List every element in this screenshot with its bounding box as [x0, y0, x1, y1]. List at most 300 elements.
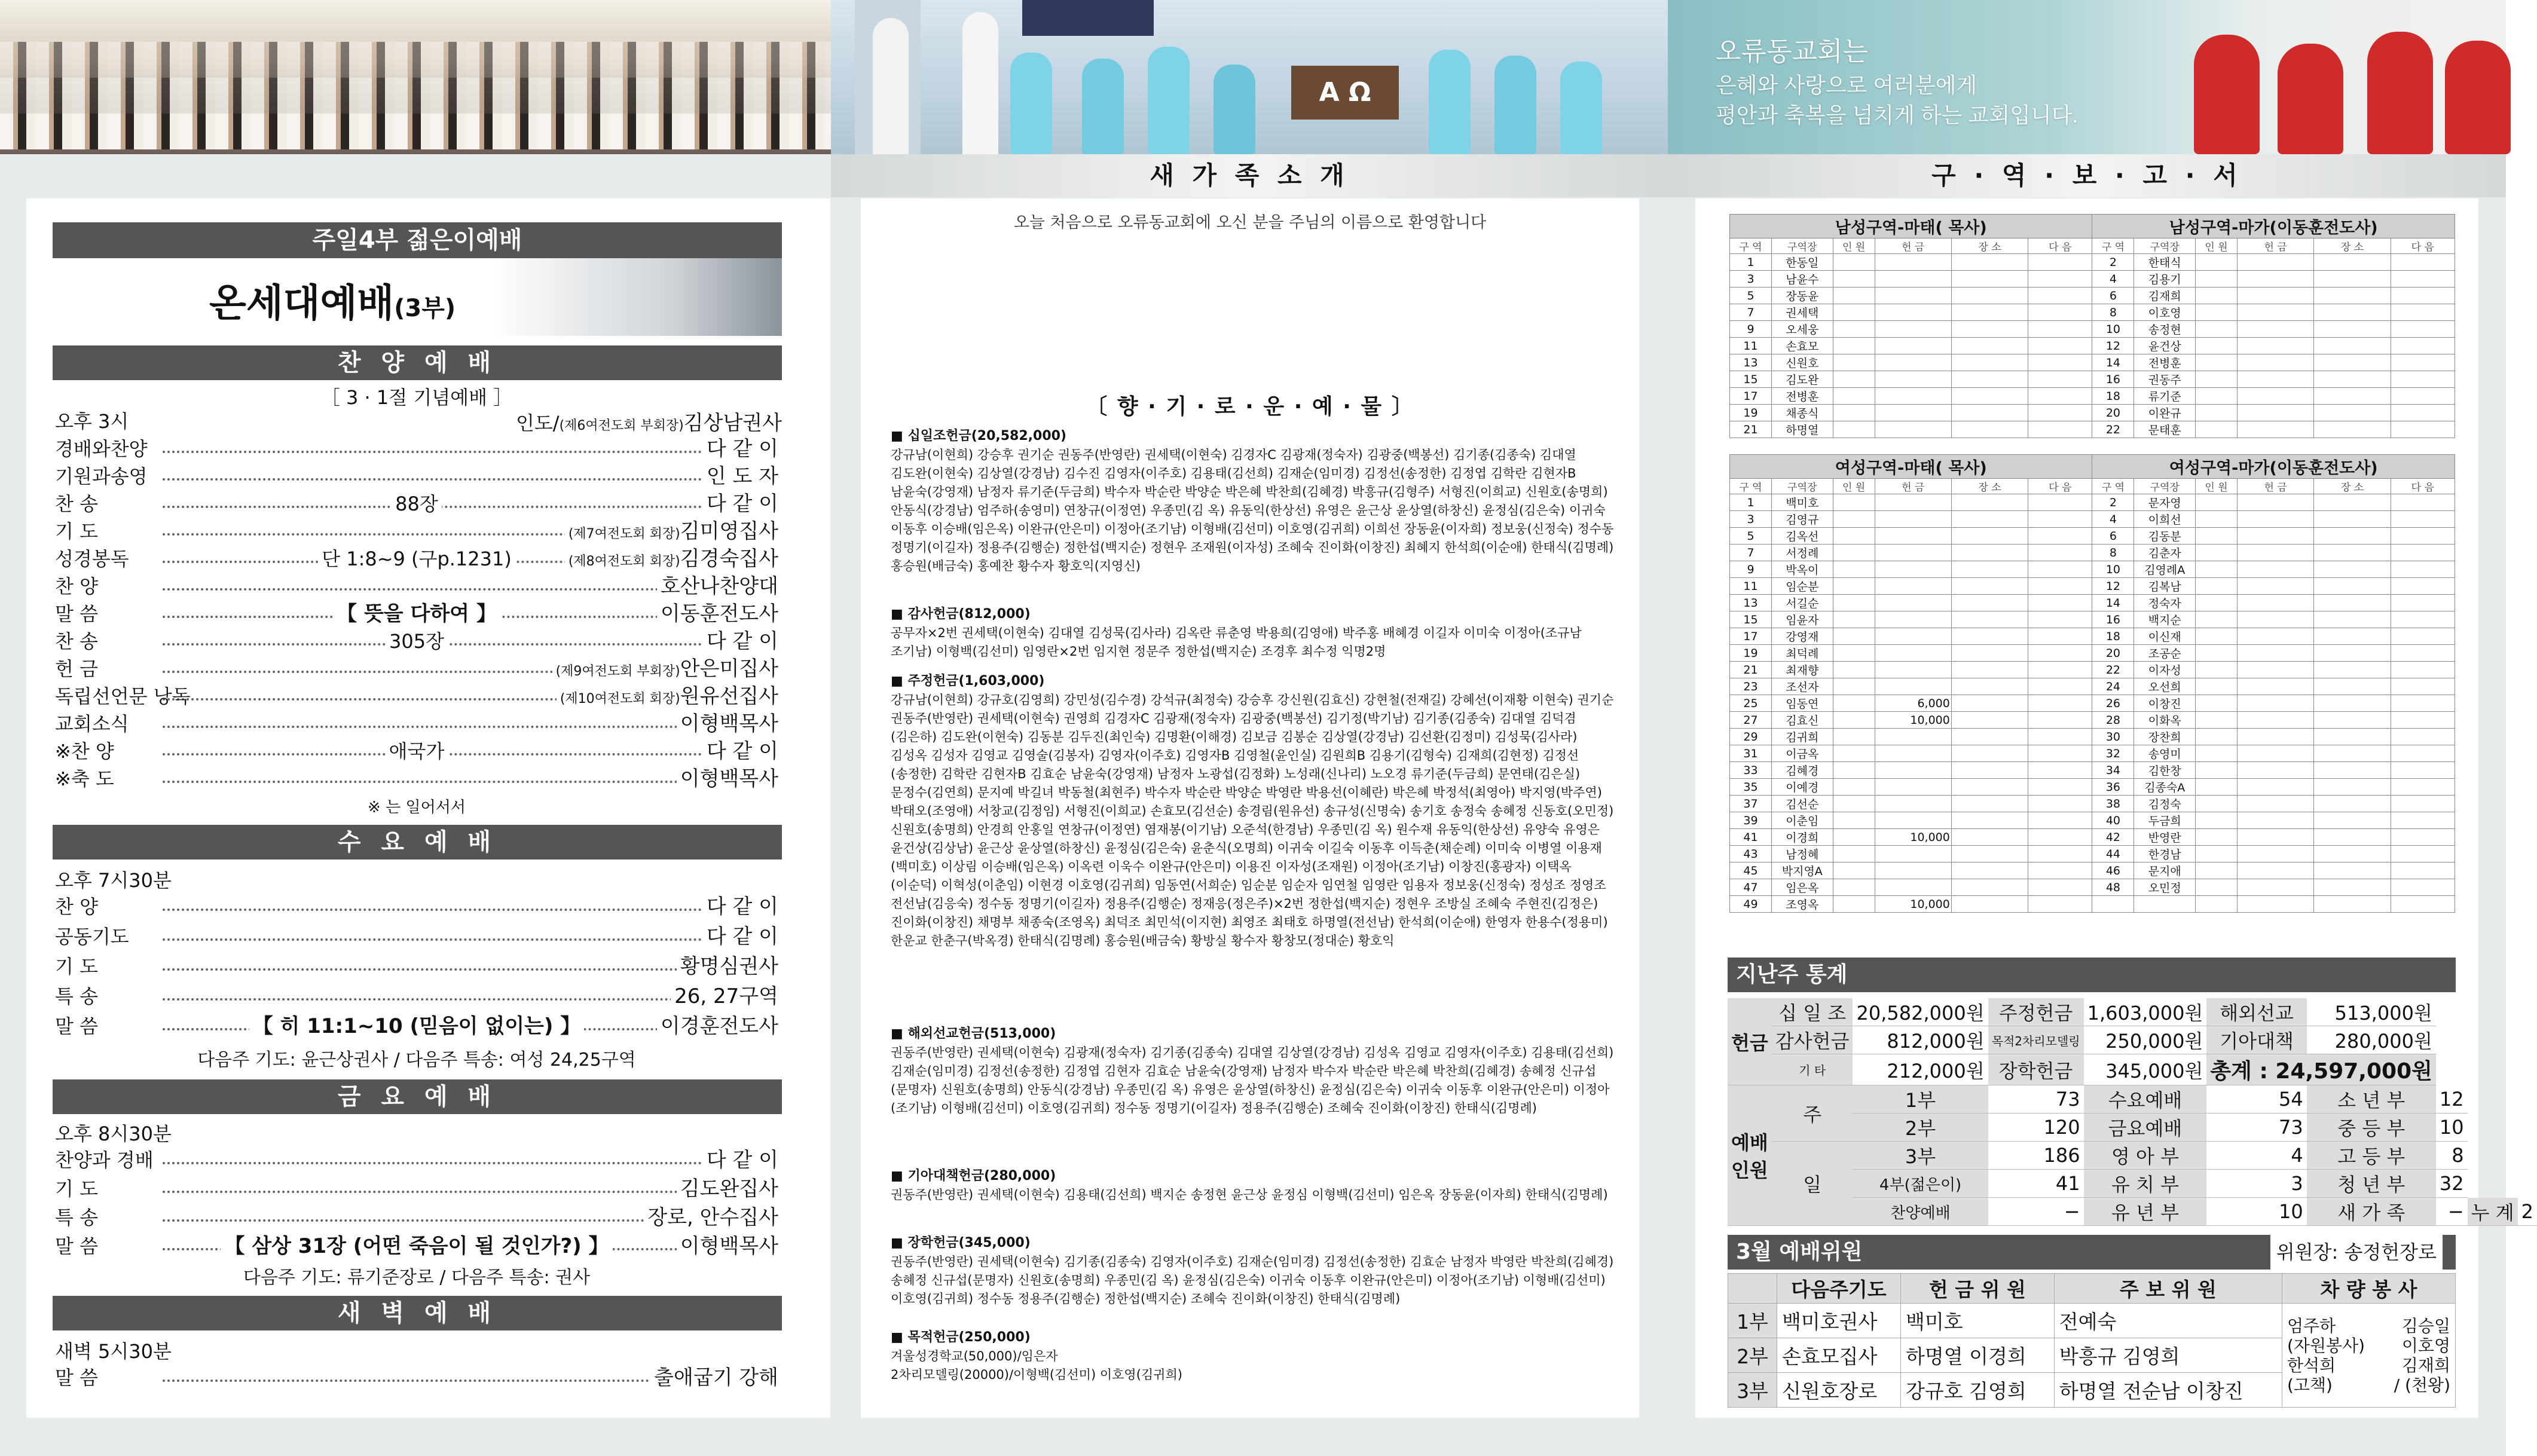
district-cell — [1833, 796, 1875, 812]
district-row — [1730, 545, 2455, 561]
greeting-banner — [1668, 0, 2506, 154]
district-cell: 조공순 — [2134, 645, 2196, 662]
district-cell: 송정현 — [2134, 321, 2196, 338]
item-leader — [657, 1013, 778, 1040]
district-cell — [1951, 494, 2028, 511]
item-label: 기 도 — [55, 1177, 98, 1200]
district-cell — [2196, 338, 2238, 354]
district-cell: 최재향 — [1771, 662, 1833, 678]
leader-name: 다 같 이 — [706, 895, 778, 919]
district-cell: 31 — [1730, 745, 1772, 762]
item-label: 찬 양 — [55, 895, 98, 918]
district-cell — [1951, 729, 2028, 745]
district-cell — [2238, 354, 2314, 371]
order-item-row — [55, 923, 778, 950]
district-cell: 17 — [1730, 388, 1772, 405]
district-cell: 42 — [2092, 829, 2134, 846]
district-cell: 백미호 — [1771, 494, 1833, 511]
stats-table — [1728, 998, 2537, 1226]
item-label: 기 도 — [55, 955, 98, 978]
march-committee-title: 3월 예배위원 위원장: 송정헌장로 — [1728, 1235, 2456, 1270]
column-header: 장 소 — [1951, 479, 2028, 494]
district-cell — [1951, 421, 2028, 438]
district-cell — [2196, 511, 2238, 528]
district-cell — [2314, 896, 2391, 913]
offering-label: 헌금 — [1728, 998, 1772, 1085]
column-header: 인 원 — [2196, 238, 2238, 254]
district-cell — [2028, 338, 2092, 354]
district-cell — [1951, 879, 2028, 896]
committee-cell: 하명열 이경희 — [1901, 1338, 2055, 1373]
district-cell: 전병훈 — [1771, 388, 1833, 405]
district-cell — [1951, 354, 2028, 371]
district-cell — [1951, 595, 2028, 611]
district-cell — [1833, 511, 1875, 528]
offering-category-heading: ■ 감사헌금(812,000) — [891, 607, 1031, 622]
district-cell — [2391, 254, 2455, 271]
district-cell: 7 — [1730, 304, 1772, 321]
committee-cell: 2부 — [1728, 1338, 1777, 1373]
district-cell — [2196, 388, 2238, 405]
item-label: 공동기도 — [55, 925, 129, 948]
district-cell — [1833, 545, 1875, 561]
district-cell: 44 — [2092, 846, 2134, 862]
order-item-row — [55, 573, 778, 600]
item-label: 말 씀 — [55, 1235, 98, 1258]
district-cell: 10 — [2092, 561, 2134, 578]
district-cell: 한동일 — [1771, 254, 1833, 271]
car-service-line — [2287, 1336, 2450, 1356]
praise-worship-bar: 찬 양 예 배 — [53, 345, 782, 380]
district-cell — [2196, 862, 2238, 879]
district-cell — [1875, 645, 1951, 662]
district-cell: 김종숙A — [2134, 779, 2196, 796]
district-row — [1730, 321, 2455, 338]
item-leader — [703, 628, 778, 655]
district-cell — [1833, 812, 1875, 829]
district-cell — [2391, 896, 2455, 913]
praise-time: 오후 3시 — [55, 410, 129, 433]
leader-name: 다 같 이 — [706, 492, 778, 516]
district-cell — [2391, 796, 2455, 812]
district-cell — [1833, 354, 1875, 371]
district-cell — [2391, 388, 2455, 405]
district-cell: 이창진 — [2134, 695, 2196, 712]
item-label: 말 씀 — [55, 1366, 98, 1389]
district-cell: 오세웅 — [1771, 321, 1833, 338]
item-leader — [657, 600, 778, 628]
district-cell — [1951, 405, 2028, 421]
district-cell: 14 — [2092, 595, 2134, 611]
district-row — [1730, 371, 2455, 388]
order-item-row — [55, 1204, 778, 1231]
district-cell — [1951, 645, 2028, 662]
offering-category-heading: ■ 십일조헌금(20,582,000) — [891, 429, 1066, 443]
district-cell — [2314, 745, 2391, 762]
attendance-name: 유 치 부 — [2084, 1170, 2207, 1198]
district-cell: 장찬희 — [2134, 729, 2196, 745]
district-cell: 류기준 — [2134, 388, 2196, 405]
district-cell — [2238, 762, 2314, 779]
district-cell — [2238, 745, 2314, 762]
leader-name: 원유선집사 — [680, 684, 778, 708]
district-cell — [2391, 729, 2455, 745]
praise-leader: 인도/(제6여전도회 부회장)김상남권사 — [515, 411, 782, 435]
leader-name: 안은미집사 — [680, 657, 778, 681]
district-cell — [2196, 611, 2238, 628]
district-cell — [2391, 611, 2455, 628]
district-cell: 8 — [2092, 304, 2134, 321]
district-cell: 25 — [1730, 695, 1772, 712]
wednesday-time: 오후 7시30분 — [55, 869, 172, 892]
stat-value: 20,582,000원 — [1853, 998, 1988, 1026]
district-cell — [1951, 528, 2028, 545]
item-label: 찬 송 — [55, 493, 98, 515]
district-cell — [1951, 371, 2028, 388]
district-cell — [2134, 896, 2196, 913]
district-cell — [2391, 287, 2455, 304]
district-cell: 2 — [2092, 254, 2134, 271]
item-label: 찬 양 — [55, 575, 98, 598]
district-cell: 47 — [1730, 879, 1772, 896]
item-leader — [644, 1204, 778, 1231]
district-row — [1730, 846, 2455, 862]
offering-title: 〔 향 · 기 · 로 · 운 · 예 · 물 〕 — [1086, 394, 1414, 419]
district-cell — [2196, 678, 2238, 695]
stat-name: 주정헌금 — [1988, 998, 2084, 1026]
district-group-title: 남성구역-마가(이동훈전도사) — [2092, 215, 2455, 238]
district-cell — [2028, 812, 2092, 829]
offering-category-heading: ■ 주정헌금(1,603,000) — [891, 674, 1045, 689]
item-label: 찬양과 경배 — [55, 1149, 154, 1171]
leader-name: 황명심권사 — [680, 955, 778, 978]
stat-name: 기아대책 — [2206, 1026, 2306, 1054]
district-cell — [2391, 421, 2455, 438]
order-item-row — [55, 490, 778, 518]
column-header: 헌 금 — [1875, 479, 1951, 494]
leader-office: (제10여전도회 회장) — [560, 692, 680, 706]
district-cell — [1875, 421, 1951, 438]
district-cell — [2028, 745, 2092, 762]
leader-name: 다 같 이 — [706, 739, 778, 763]
district-cell: 이경희 — [1771, 829, 1833, 846]
alpha-omega-sign: A Ω — [1291, 66, 1399, 120]
district-cell — [1833, 611, 1875, 628]
district-cell — [1875, 812, 1951, 829]
leader-name: 이경훈전도사 — [660, 1014, 778, 1038]
district-cell: 최덕례 — [1771, 645, 1833, 662]
district-cell: 46 — [2092, 862, 2134, 879]
attendance-name: 금요예배 — [2084, 1114, 2207, 1142]
district-cell: 33 — [1730, 762, 1772, 779]
district-cell — [2238, 338, 2314, 354]
order-item-row — [55, 683, 778, 710]
district-cell: 21 — [1730, 421, 1772, 438]
district-cell — [2028, 388, 2092, 405]
committee-row — [1728, 1304, 2456, 1338]
district-cell: 김영규 — [1771, 511, 1833, 528]
district-cell: 오선희 — [2134, 678, 2196, 695]
district-row — [1730, 595, 2455, 611]
district-cell — [2391, 304, 2455, 321]
district-cell: 두금희 — [2134, 812, 2196, 829]
district-cell — [2196, 745, 2238, 762]
leader-name: 26, 27구역 — [674, 984, 778, 1008]
attendance-count: 2 — [2518, 1198, 2537, 1226]
district-cell — [2028, 862, 2092, 879]
committee-column-header: 헌 금 위 원 — [1901, 1274, 2055, 1304]
district-row — [1730, 421, 2455, 438]
district-cell — [2314, 796, 2391, 812]
district-cell — [2196, 578, 2238, 595]
district-cell: 48 — [2092, 879, 2134, 896]
march-committee-table — [1728, 1273, 2456, 1408]
district-cell — [2028, 578, 2092, 595]
district-cell — [1951, 862, 2028, 879]
district-cell — [1833, 762, 1875, 779]
district-row — [1730, 729, 2455, 745]
district-cell — [1833, 745, 1875, 762]
district-cell — [2196, 712, 2238, 729]
district-cell — [1951, 511, 2028, 528]
car-service-name: 김재희 — [2401, 1355, 2450, 1375]
attendance-name: 4부(젊은이) — [1853, 1170, 1988, 1198]
order-item-row — [55, 710, 778, 738]
district-cell — [2196, 729, 2238, 745]
district-cell: 김영례A — [2134, 561, 2196, 578]
attendance-count: 54 — [2206, 1085, 2306, 1114]
district-cell — [2391, 879, 2455, 896]
district-cell — [2028, 545, 2092, 561]
district-cell: 4 — [2092, 271, 2134, 287]
column-header: 구 역 — [1730, 479, 1772, 494]
district-cell — [2391, 745, 2455, 762]
district-cell: 임순분 — [1771, 578, 1833, 595]
district-cell: 이예경 — [1771, 779, 1833, 796]
item-detail: 【 뜻을 다하여 】 — [55, 600, 778, 628]
item-leader — [703, 435, 778, 463]
district-cell — [1833, 729, 1875, 745]
attendance-row — [1728, 1142, 2537, 1170]
district-row — [1730, 779, 2455, 796]
women-district-table — [1729, 454, 2455, 913]
district-cell: 오민정 — [2134, 879, 2196, 896]
district-cell — [2238, 846, 2314, 862]
district-cell: 19 — [1730, 405, 1772, 421]
district-cell — [2028, 762, 2092, 779]
attendance-count: 10 — [2206, 1198, 2306, 1226]
order-item-row — [55, 600, 778, 628]
district-cell: 34 — [2092, 762, 2134, 779]
district-cell: 백지순 — [2134, 611, 2196, 628]
district-cell: 19 — [1730, 645, 1772, 662]
district-cell — [2391, 812, 2455, 829]
district-row — [1730, 338, 2455, 354]
stat-name: 기 타 — [1772, 1054, 1853, 1085]
column-header: 장 소 — [1951, 238, 2028, 254]
district-cell: 1 — [1730, 494, 1772, 511]
offering-category-heading: ■ 해외선교헌금(513,000) — [891, 1026, 1056, 1041]
wednesday-next: 다음주 기도: 윤근상권사 / 다음주 특송: 여성 24,25구역 — [197, 1050, 636, 1070]
district-cell: 이완규 — [2134, 405, 2196, 421]
district-cell: 2 — [2092, 494, 2134, 511]
district-cell — [1833, 595, 1875, 611]
attendance-name: 찬양예배 — [1853, 1198, 1988, 1226]
district-row — [1730, 745, 2455, 762]
column-header: 장 소 — [2314, 479, 2391, 494]
district-cell — [2314, 662, 2391, 678]
district-cell: 16 — [2092, 371, 2134, 388]
district-cell — [2028, 271, 2092, 287]
district-cell: 24 — [2092, 678, 2134, 695]
column-header: 구 역 — [1730, 238, 1772, 254]
committee-header-row — [1728, 1274, 2456, 1304]
district-cell: 5 — [1730, 287, 1772, 304]
district-cell — [1833, 846, 1875, 862]
attendance-count: 41 — [1988, 1170, 2084, 1198]
district-cell: 김복남 — [2134, 578, 2196, 595]
car-service-name: 엄주하 — [2287, 1316, 2336, 1336]
district-cell — [1833, 254, 1875, 271]
district-cell: 김도완 — [1771, 371, 1833, 388]
district-cell: 이화옥 — [2134, 712, 2196, 729]
district-cell — [2314, 628, 2391, 645]
district-cell — [2028, 287, 2092, 304]
district-row — [1730, 862, 2455, 879]
attendance-count: 10 — [2436, 1114, 2468, 1142]
district-cell — [2028, 354, 2092, 371]
order-item-row — [55, 518, 778, 545]
district-cell — [2028, 779, 2092, 796]
district-cell: 박지영A — [1771, 862, 1833, 879]
district-cell — [1951, 829, 2028, 846]
item-label: 교회소식 — [55, 712, 129, 735]
item-leader — [677, 765, 778, 793]
committee-cell: 신원호장로 — [1777, 1373, 1901, 1408]
district-cell — [2238, 287, 2314, 304]
item-label: 말 씀 — [55, 1015, 98, 1038]
attendance-count: − — [1988, 1198, 2084, 1226]
district-cell — [2238, 421, 2314, 438]
committee-column-header: 주 보 위 원 — [2054, 1274, 2282, 1304]
district-cell: 문자영 — [2134, 494, 2196, 511]
district-cell — [1875, 304, 1951, 321]
car-service-name: 한석희 — [2287, 1355, 2336, 1375]
district-cell — [2314, 678, 2391, 695]
leader-name: 김미영집사 — [680, 519, 778, 543]
item-label: 말 씀 — [55, 602, 98, 625]
service-big-title: 온세대예배(3부) — [209, 282, 456, 326]
item-leader — [703, 463, 778, 490]
district-cell — [2314, 494, 2391, 511]
district-cell — [2314, 611, 2391, 628]
district-cell: 6,000 — [1875, 695, 1951, 712]
district-cell — [1875, 678, 1951, 695]
order-item-row — [55, 893, 778, 920]
offering-category-heading: ■ 목적헌금(250,000) — [891, 1330, 1031, 1345]
district-row — [1730, 812, 2455, 829]
leader-name: 김경숙집사 — [680, 547, 778, 571]
district-cell — [1833, 561, 1875, 578]
district-cell — [2391, 321, 2455, 338]
district-cell — [2391, 405, 2455, 421]
committee-cell: 강규호 김영희 — [1901, 1373, 2055, 1408]
district-cell: 35 — [1730, 779, 1772, 796]
district-cell — [2028, 712, 2092, 729]
district-group-title: 남성구역-마태( 목사) — [1730, 215, 2092, 238]
district-cell — [1833, 695, 1875, 712]
district-cell: 송영미 — [2134, 745, 2196, 762]
district-cell — [1833, 287, 1875, 304]
district-cell — [2391, 338, 2455, 354]
leader-name: 이형백목사 — [680, 712, 778, 736]
district-cell — [1875, 371, 1951, 388]
district-cell — [2391, 645, 2455, 662]
district-cell — [2196, 879, 2238, 896]
attendance-name: 누 계 — [2468, 1198, 2518, 1226]
newcomer-section-title: 새 가 족 소 개 — [1150, 161, 1349, 190]
district-row — [1730, 712, 2455, 729]
district-cell — [2238, 611, 2314, 628]
district-cell — [2238, 812, 2314, 829]
district-row — [1730, 695, 2455, 712]
leader-office: (제9여전도회 부회장) — [555, 664, 680, 679]
district-cell — [2196, 796, 2238, 812]
column-header: 구 역 — [2092, 238, 2134, 254]
district-cell — [2028, 645, 2092, 662]
district-cell — [2314, 762, 2391, 779]
slogan-line-1: 은혜와 사랑으로 여러분에게 — [1716, 73, 1977, 97]
leader-name: 장로, 안수집사 — [647, 1206, 778, 1229]
item-leader — [703, 923, 778, 950]
district-cell — [1875, 578, 1951, 595]
offering-category-heading: ■ 기아대책헌금(280,000) — [891, 1169, 1056, 1183]
district-cell — [2314, 304, 2391, 321]
district-cell — [2314, 338, 2391, 354]
district-cell — [2196, 645, 2238, 662]
committee-cell: 1부 — [1728, 1304, 1777, 1338]
district-cell — [2028, 695, 2092, 712]
district-cell — [2196, 494, 2238, 511]
district-cell: 조영옥 — [1771, 896, 1833, 913]
district-cell — [2314, 354, 2391, 371]
leader-name: 호산나찬양대 — [660, 574, 778, 598]
district-cell — [2238, 304, 2314, 321]
leader-name: 이동훈전도사 — [660, 602, 778, 626]
attendance-name: 수요예배 — [2084, 1085, 2207, 1114]
district-cell — [1875, 611, 1951, 628]
district-row — [1730, 645, 2455, 662]
stat-name: 목적2차리모델링 — [1988, 1026, 2084, 1054]
district-cell: 9 — [1730, 321, 1772, 338]
district-cell: 18 — [2092, 388, 2134, 405]
district-cell: 20 — [2092, 645, 2134, 662]
item-detail: 88장 — [55, 490, 778, 518]
district-row — [1730, 829, 2455, 846]
district-cell — [1875, 745, 1951, 762]
attendance-name: 중 등 부 — [2307, 1114, 2436, 1142]
district-cell — [1875, 405, 1951, 421]
district-cell — [2391, 561, 2455, 578]
district-row — [1730, 405, 2455, 421]
column-header: 다 음 — [2028, 479, 2092, 494]
choir-photo — [0, 0, 831, 154]
district-cell: 3 — [1730, 271, 1772, 287]
district-cell — [1875, 494, 1951, 511]
item-label: 기원과송영 — [55, 465, 148, 488]
district-cell — [2314, 388, 2391, 405]
district-row — [1730, 662, 2455, 678]
